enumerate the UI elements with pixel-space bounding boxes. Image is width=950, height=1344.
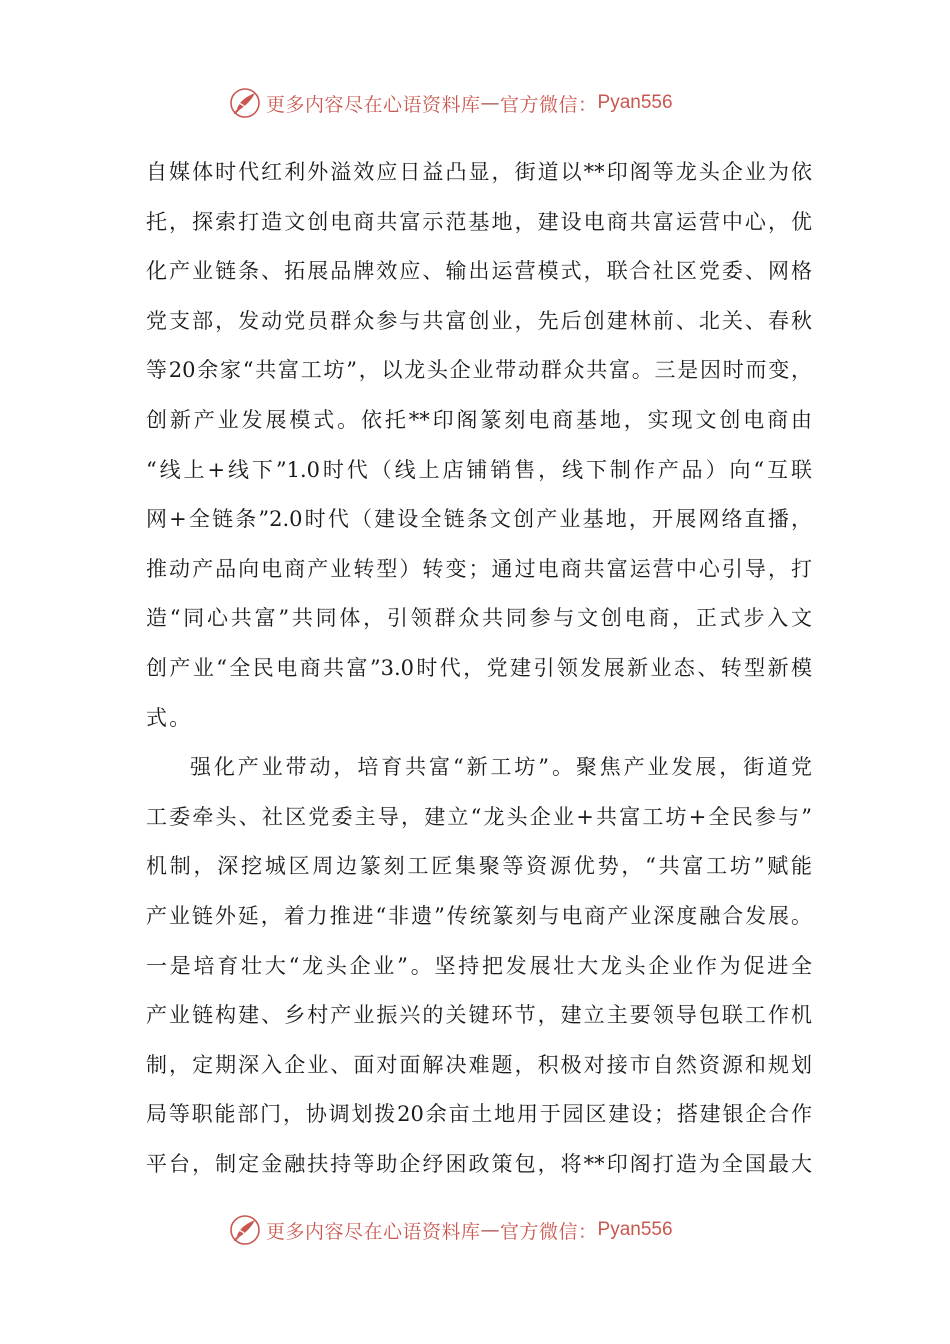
text-line: 化产业链条、拓展品牌效应、输出运营模式，联合社区党委、网格 <box>146 259 812 284</box>
banner-wechat-id: Pyan556 <box>597 92 673 113</box>
text-line: 自媒体时代红利外溢效应日益凸显，街道以**印阁等龙头企业为依 <box>146 160 812 184</box>
text-line: 工委牵头、社区党委主导，建立“龙头企业+共富工坊+全民参与” <box>146 804 812 829</box>
text-line: 式。 <box>146 705 193 730</box>
text-line: 等20余家“共富工坊”，以龙头企业带动群众共富。三是因时而变， <box>146 358 812 383</box>
paragraph-first-line: 强化产业带动，培育共富“新工坊”。聚焦产业发展，街道党 <box>190 755 812 780</box>
text-line: 平台，制定金融扶持等助企纾困政策包，将**印阁打造为全国最大 <box>146 1151 812 1176</box>
pen-logo-icon <box>228 86 262 120</box>
text-line: 党支部，发动党员群众参与共富创业，先后创建林前、北关、春秋 <box>146 308 812 333</box>
banner-label: 官方微信： <box>500 93 598 116</box>
text-line: 创新产业发展模式。依托**印阁篆刻电商基地，实现文创电商由 <box>146 407 812 432</box>
text-line: 产业链构建、乡村产业振兴的关键环节，建立主要领导包联工作机 <box>146 1003 812 1028</box>
banner-wechat-id: Pyan556 <box>597 1219 673 1240</box>
banner-label: 官方微信： <box>500 1220 598 1243</box>
text-line: 推动产品向电商产业转型）转变；通过电商共富运营中心引导，打 <box>146 556 812 581</box>
text-line: 机制，深挖城区周边篆刻工匠集聚等资源优势，“共富工坊”赋能 <box>146 854 812 879</box>
text-line: 托，探索打造文创电商共富示范基地，建设电商共富运营中心，优 <box>146 209 812 234</box>
header-banner <box>228 85 748 121</box>
pen-logo-icon <box>228 1213 262 1247</box>
text-line: 局等职能部门，协调划拨20余亩土地用于园区建设；搭建银企合作 <box>146 1102 812 1127</box>
text-line: 一是培育壮大“龙头企业”。坚持把发展壮大龙头企业作为促进全 <box>146 953 812 978</box>
text-line: “线上+线下”1.0时代（线上店铺销售，线下制作产品）向“互联 <box>146 457 812 482</box>
banner-main-text: 更多内容尽在心语资料库 <box>266 1220 481 1243</box>
text-line: 制，定期深入企业、面对面解决难题，积极对接市自然资源和规划 <box>146 1052 812 1077</box>
footer-banner <box>228 1212 748 1248</box>
text-line: 网+全链条”2.0时代（建设全链条文创产业基地，开展网络直播， <box>146 507 812 532</box>
document-body <box>146 148 812 1189</box>
text-line: 造“同心共富”共同体，引领群众共同参与文创电商，正式步入文 <box>146 606 812 631</box>
banner-dash: — <box>480 1219 501 1241</box>
text-line: 产业链外延，着力推进“非遗”传统篆刻与电商产业深度融合发展。 <box>146 903 812 928</box>
banner-main-text: 更多内容尽在心语资料库 <box>266 93 481 116</box>
text-line: 创产业“全民电商共富”3.0时代，党建引领发展新业态、转型新模 <box>146 655 812 680</box>
banner-dash: — <box>480 92 501 114</box>
